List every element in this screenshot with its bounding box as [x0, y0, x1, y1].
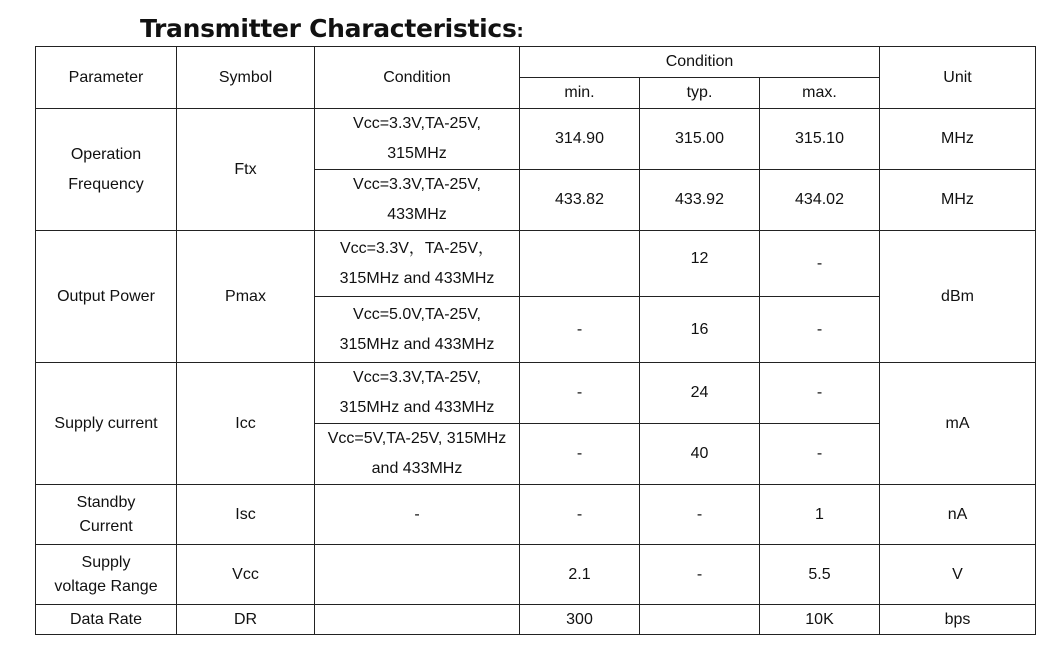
cond-line-1: Vcc=5.0V,TA-25V, [353, 305, 481, 323]
max-cell: - [760, 231, 880, 297]
max-cell: - [760, 297, 880, 363]
header-symbol: Symbol [177, 47, 315, 109]
cond-line-1: Vcc=3.3V，TA-25V， [340, 239, 494, 257]
typ-cell: 16 [640, 297, 760, 363]
cond-line-2: 315MHz and 433MHz [339, 399, 495, 416]
typ-cell [640, 605, 760, 635]
min-cell: 2.1 [520, 545, 640, 605]
unit-cell: MHz [880, 109, 1036, 170]
table-row [36, 231, 1036, 297]
unit-ma: mA [880, 363, 1036, 485]
cond-line-2: 315MHz [387, 145, 447, 162]
typ-cell: 40 [640, 424, 760, 485]
cond-line-1: Vcc=3.3V,TA-25V, [353, 369, 481, 386]
max-cell: 5.5 [760, 545, 880, 605]
header-min: min. [520, 78, 640, 109]
cond-line-1: Vcc=5V,TA-25V, 315MHz [327, 430, 507, 447]
header-max: max. [760, 78, 880, 109]
header-condition: Condition [315, 47, 520, 109]
table-row [36, 545, 1036, 605]
condition-cell [315, 297, 520, 363]
max-cell: 10K [760, 605, 880, 635]
min-cell: - [520, 485, 640, 545]
condition-cell: - [315, 485, 520, 545]
max-cell: - [760, 424, 880, 485]
symbol-icc: Icc [177, 363, 315, 485]
title-colon: : [516, 21, 524, 42]
min-cell [520, 231, 640, 297]
condition-cell [315, 363, 520, 424]
condition-cell [315, 109, 520, 170]
max-cell: 1 [760, 485, 880, 545]
symbol-dr: DR [177, 605, 315, 635]
table-row [36, 109, 1036, 170]
typ-cell: 12 [640, 231, 760, 297]
symbol-isc: Isc [177, 485, 315, 545]
param-standby-current [36, 485, 177, 545]
cond-line-1: Vcc=3.3V,TA-25V, [353, 115, 481, 132]
condition-cell [315, 605, 520, 635]
min-cell: 314.90 [520, 109, 640, 170]
header-condition-group: Condition [520, 47, 880, 78]
param-line-1: Supply [81, 553, 131, 571]
param-line-2: Frequency [68, 175, 144, 193]
min-cell: 433.82 [520, 170, 640, 231]
cond-line-1: Vcc=3.3V,TA-25V, [353, 176, 481, 193]
cond-line-2: 433MHz [387, 206, 447, 223]
table-row [36, 363, 1036, 424]
param-line-1: Operation [70, 145, 142, 163]
symbol-pmax: Pmax [177, 231, 315, 363]
unit-dbm: dBm [880, 231, 1036, 363]
param-supply-voltage-range [36, 545, 177, 605]
unit-cell: bps [880, 605, 1036, 635]
header-parameter: Parameter [36, 47, 177, 109]
cond-line-2: 315MHz and 433MHz [339, 269, 495, 287]
typ-cell: 24 [640, 363, 760, 424]
transmitter-characteristics-table [35, 46, 1036, 635]
max-cell: 434.02 [760, 170, 880, 231]
typ-cell: 315.00 [640, 109, 760, 170]
title-text: Transmitter Characteristics [140, 14, 517, 43]
max-cell: - [760, 363, 880, 424]
header-typ: typ. [640, 78, 760, 109]
unit-cell: nA [880, 485, 1036, 545]
condition-cell [315, 424, 520, 485]
min-cell: 300 [520, 605, 640, 635]
param-line-2: Current [79, 517, 133, 535]
cond-line-2: 315MHz and 433MHz [339, 335, 495, 353]
min-cell: - [520, 363, 640, 424]
param-data-rate: Data Rate [36, 605, 177, 635]
symbol-vcc: Vcc [177, 545, 315, 605]
max-cell: 315.10 [760, 109, 880, 170]
cond-line-2: and 433MHz [371, 460, 463, 477]
param-supply-current: Supply current [36, 363, 177, 485]
min-cell: - [520, 424, 640, 485]
param-line-2: voltage Range [54, 577, 158, 595]
param-operation-frequency [36, 109, 177, 231]
unit-cell: MHz [880, 170, 1036, 231]
table-header-row [36, 47, 1036, 78]
typ-cell: 433.92 [640, 170, 760, 231]
condition-cell [315, 545, 520, 605]
condition-cell [315, 170, 520, 231]
table-row [36, 605, 1036, 635]
param-line-1: Standby [76, 493, 136, 511]
min-cell: - [520, 297, 640, 363]
typ-cell: - [640, 545, 760, 605]
header-unit: Unit [880, 47, 1036, 109]
table-row [36, 485, 1036, 545]
page-title [140, 14, 523, 43]
param-output-power: Output Power [36, 231, 177, 363]
typ-cell: - [640, 485, 760, 545]
symbol-ftx: Ftx [177, 109, 315, 231]
condition-cell [315, 231, 520, 297]
unit-cell: V [880, 545, 1036, 605]
